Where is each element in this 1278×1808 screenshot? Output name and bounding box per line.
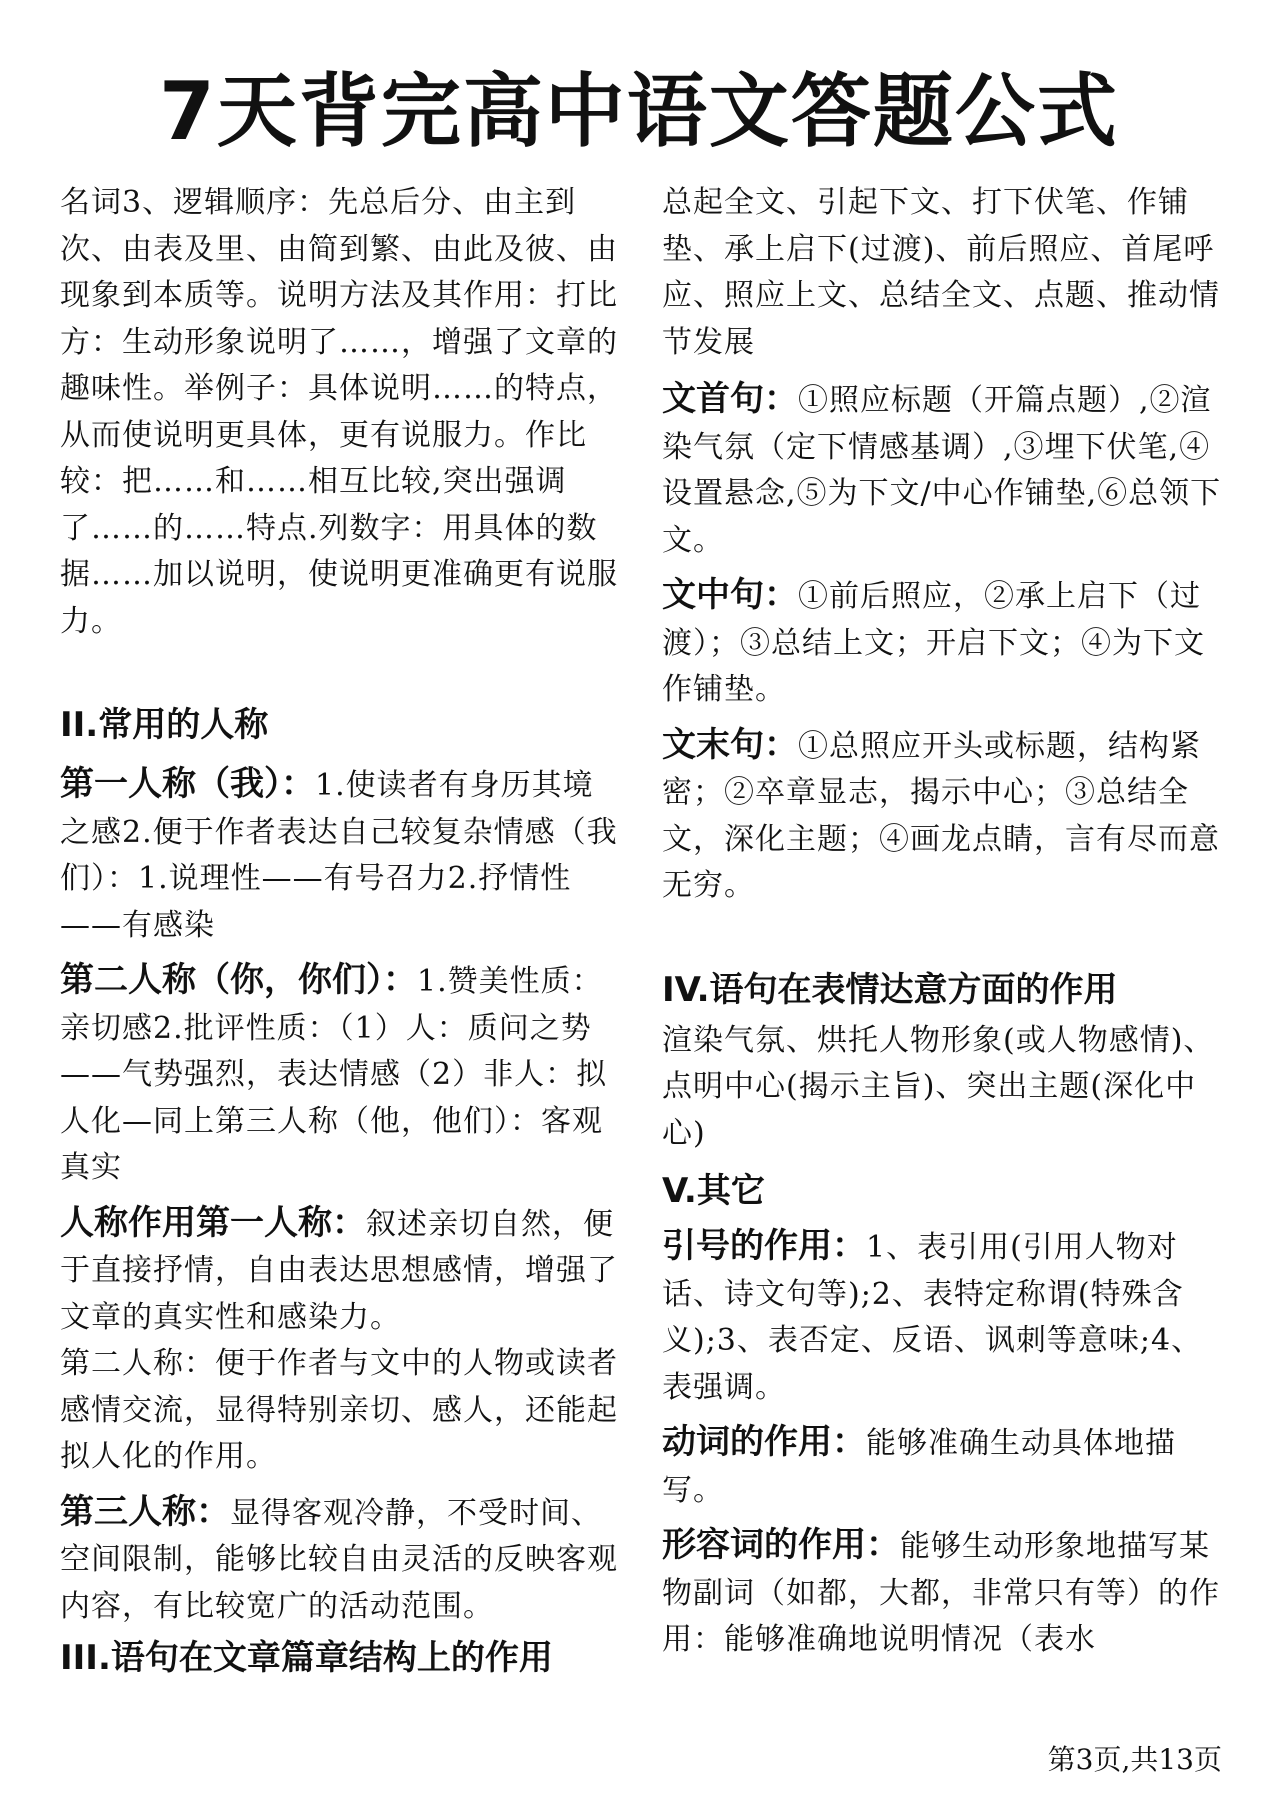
ending-sentence-paragraph [662,722,1222,910]
section-2-heading: II.常用的人称 [60,705,269,745]
third-person-paragraph [60,1489,620,1631]
third-person-text: 显得客观冷静，不受时间、空间限制，能够比较自由灵活的反映客观内容，有比较宽广的活动范围。 [60,1495,618,1624]
opening-sentence-heading: 文首句： [662,379,798,419]
person-function-heading: 人称作用第一人称： [60,1202,366,1243]
first-person-text: 1.使读者有身历其境之感2.便于作者表达自己较复杂情感（我们）：1.说理性——有号召力2.抒情性——有感染 [60,768,618,943]
adjective-function-heading: 形容词的作用： [662,1525,900,1565]
quotation-marks-text: 1、表引用(引用人物对话、诗文句等);2、表特定称谓(特殊含义);3、表否定、反语、讽刺等意味;4、表强调。 [662,1230,1203,1405]
quotation-marks-paragraph [662,1223,1222,1411]
section-4-text: 渲染气氛、烘托人物形象(或人物感情)、点明中心(揭示主旨)、突出主题(深化中心) [662,1022,1215,1151]
second-person-heading: 第二人称（你，你们）： [60,960,417,1000]
quotation-marks-heading: 引号的作用： [662,1226,866,1266]
middle-sentence-heading: 文中句： [662,575,798,615]
opening-sentence-paragraph [662,376,1222,564]
adjective-function-text: 能够生动形象地描写某物副词（如都，大都，非常只有等）的作用：能够准确地说明情况（表水 [662,1529,1220,1657]
first-person-heading: 第一人称（我）： [60,764,315,804]
second-person-text: 1.赞美性质：亲切感2.批评性质：（1）人：质问之势——气势强烈，表达情感（2）非人：拟人化—同上第三人称（他，他们）：客观真实 [60,964,608,1185]
ending-sentence-heading: 文末句： [662,724,798,765]
second-person-paragraph [60,957,620,1192]
middle-sentence-text: ①前后照应，②承上启下（过渡）；③总结上文；开启下文；④为下文作铺垫。 [662,579,1205,707]
third-person-heading: 第三人称： [60,1491,230,1532]
person-function-text: 叙述亲切自然，便于直接抒情，自由表达思想感情，增强了文章的真实性和感染力。 [60,1206,618,1335]
section-3-heading: III.语句在文章篇章结构上的作用 [60,1638,553,1678]
page-number: 第3页,共13页 [1047,1743,1222,1776]
verb-function-text: 能够准确生动具体地描写。 [662,1426,1176,1508]
ending-sentence-text: ①总照应开头或标题，结构紧密；②卒章显志，揭示中心；③总结全文，深化主题；④画龙点睛，言有尽而意无穷。 [662,728,1220,903]
section-4-heading: IV.语句在表情达意方面的作用 [662,969,1118,1010]
person-function-paragraph [60,1200,620,1342]
left-intro-paragraph: 名词3、逻辑顺序：先总后分、由主到次、由表及里、由简到繁、由此及彼、由现象到本质等。说明方法及其作用：打比方：生动形象说明了……，增强了文章的趣味性。举例子：具体说明……的特点，从而使说明更具体，更有说服力。作比较：把……和……相互比较,突出强调了……的……特点.列数字：用具体的数据……加以说明，使说明更准确更有说服力。 [60,185,618,639]
verb-function-paragraph [662,1419,1222,1514]
right-column [662,180,1222,1664]
second-person-function-paragraph: 第二人称：便于作者与文中的人物或读者感情交流，显得特别亲切、感人，还能起拟人化的作用。 [60,1346,618,1474]
adjective-function-paragraph [662,1522,1222,1664]
middle-sentence-paragraph [662,572,1222,714]
section-5-heading: V.其它 [662,1171,765,1211]
first-person-paragraph [60,761,620,949]
opening-sentence-text: ①照应标题（开篇点题）,②渲染气氛（定下情感基调）,③埋下伏笔,④设置悬念,⑤为下文/中心作铺垫,⑥总领下文。 [662,383,1222,558]
page-title: 7天背完高中语文答题公式 [159,65,1119,158]
verb-function-heading: 动词的作用： [662,1422,866,1462]
right-intro-paragraph: 总起全文、引起下文、打下伏笔、作铺垫、承上启下(过渡)、前后照应、首尾呼应、照应上文、总结全文、点题、推动情节发展 [662,185,1220,360]
left-column [60,180,620,1682]
